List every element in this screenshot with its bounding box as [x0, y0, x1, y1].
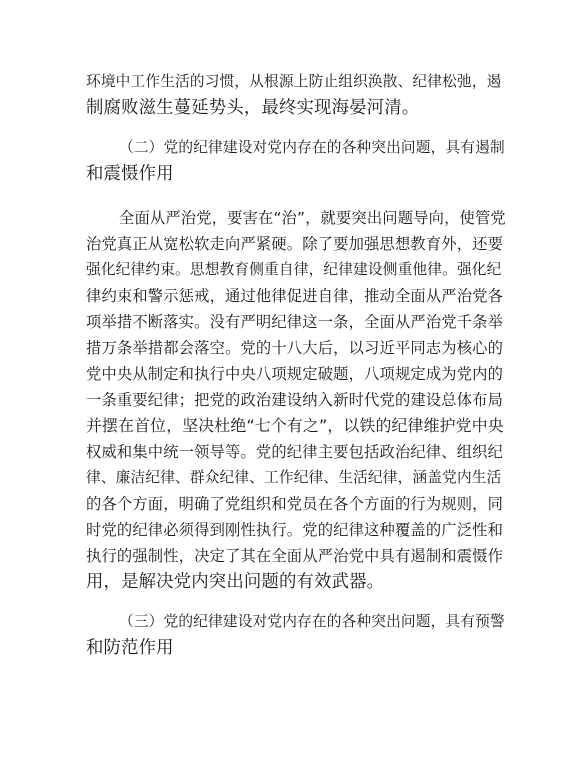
text-line: 并摆在首位，坚决杜绝“七个有之”，以铁的纪律维护党中央: [86, 416, 504, 435]
text-line: 强化纪律约束。思想教育侧重自律，纪律建设侧重他律。强化纪: [86, 261, 502, 278]
text-line: 一条重要纪律；把党的政治建设纳入新时代党的建设总体布局: [86, 391, 504, 409]
heading-line: （三）党的纪律建设对党内存在的各种突出问题，具有预警: [119, 613, 505, 630]
text-line: 权威和集中统一领导等。党的纪律主要包括政治纪律、组织纪: [86, 443, 504, 461]
body-paragraph: [86, 205, 506, 595]
text-line: 律、廉洁纪律、群众纪律、工作纪律、生活纪律，涵盖党内生活: [86, 469, 502, 486]
text-line: 治党真正从宽松软走向严紧硬。除了要加强思想教育外，还要: [86, 235, 504, 253]
text-line: 环境中工作生活的习惯，从根源上防止组织涣散、纪律松弛，遏: [86, 73, 502, 90]
text-line: 执行的强制性，决定了其在全面从严治党中具有遏制和震慑作: [86, 547, 504, 565]
heading-line: 和震慑作用: [86, 164, 174, 184]
section-heading: [86, 609, 506, 661]
heading-line: 和防范作用: [86, 638, 174, 658]
text-line: 党中央从制定和执行中央八项规定破题，八项规定成为党内的: [86, 365, 504, 383]
text-line: 时党的纪律必须得到刚性执行。党的纪律这种覆盖的广泛性和: [86, 521, 504, 539]
text-line: 的各个方面，明确了党组织和党员在各个方面的行为规则，同: [86, 495, 504, 513]
document-body: [86, 69, 506, 679]
heading-line: （二）党的纪律建设对党内存在的各种突出问题，具有遏制: [119, 139, 505, 156]
text-line: 用，是解决党内突出问题的有效武器。: [86, 572, 385, 592]
text-line: 律约束和警示惩戒，通过他律促进自律，推动全面从严治党各: [86, 287, 504, 305]
section-heading: [86, 135, 506, 187]
text-line: 措万条举措都会落空。党的十八大后，以习近平同志为核心的: [86, 339, 504, 357]
text-line: 制腐败滋生蔓延势头，最终实现海晏河清。: [86, 98, 420, 118]
text-line: 项举措不断落实。没有严明纪律这一条，全面从严治党千条举: [86, 313, 504, 331]
body-paragraph: [86, 69, 506, 121]
text-line: 全面从严治党，要害在“治”，就要突出问题导向，使管党: [119, 209, 506, 227]
